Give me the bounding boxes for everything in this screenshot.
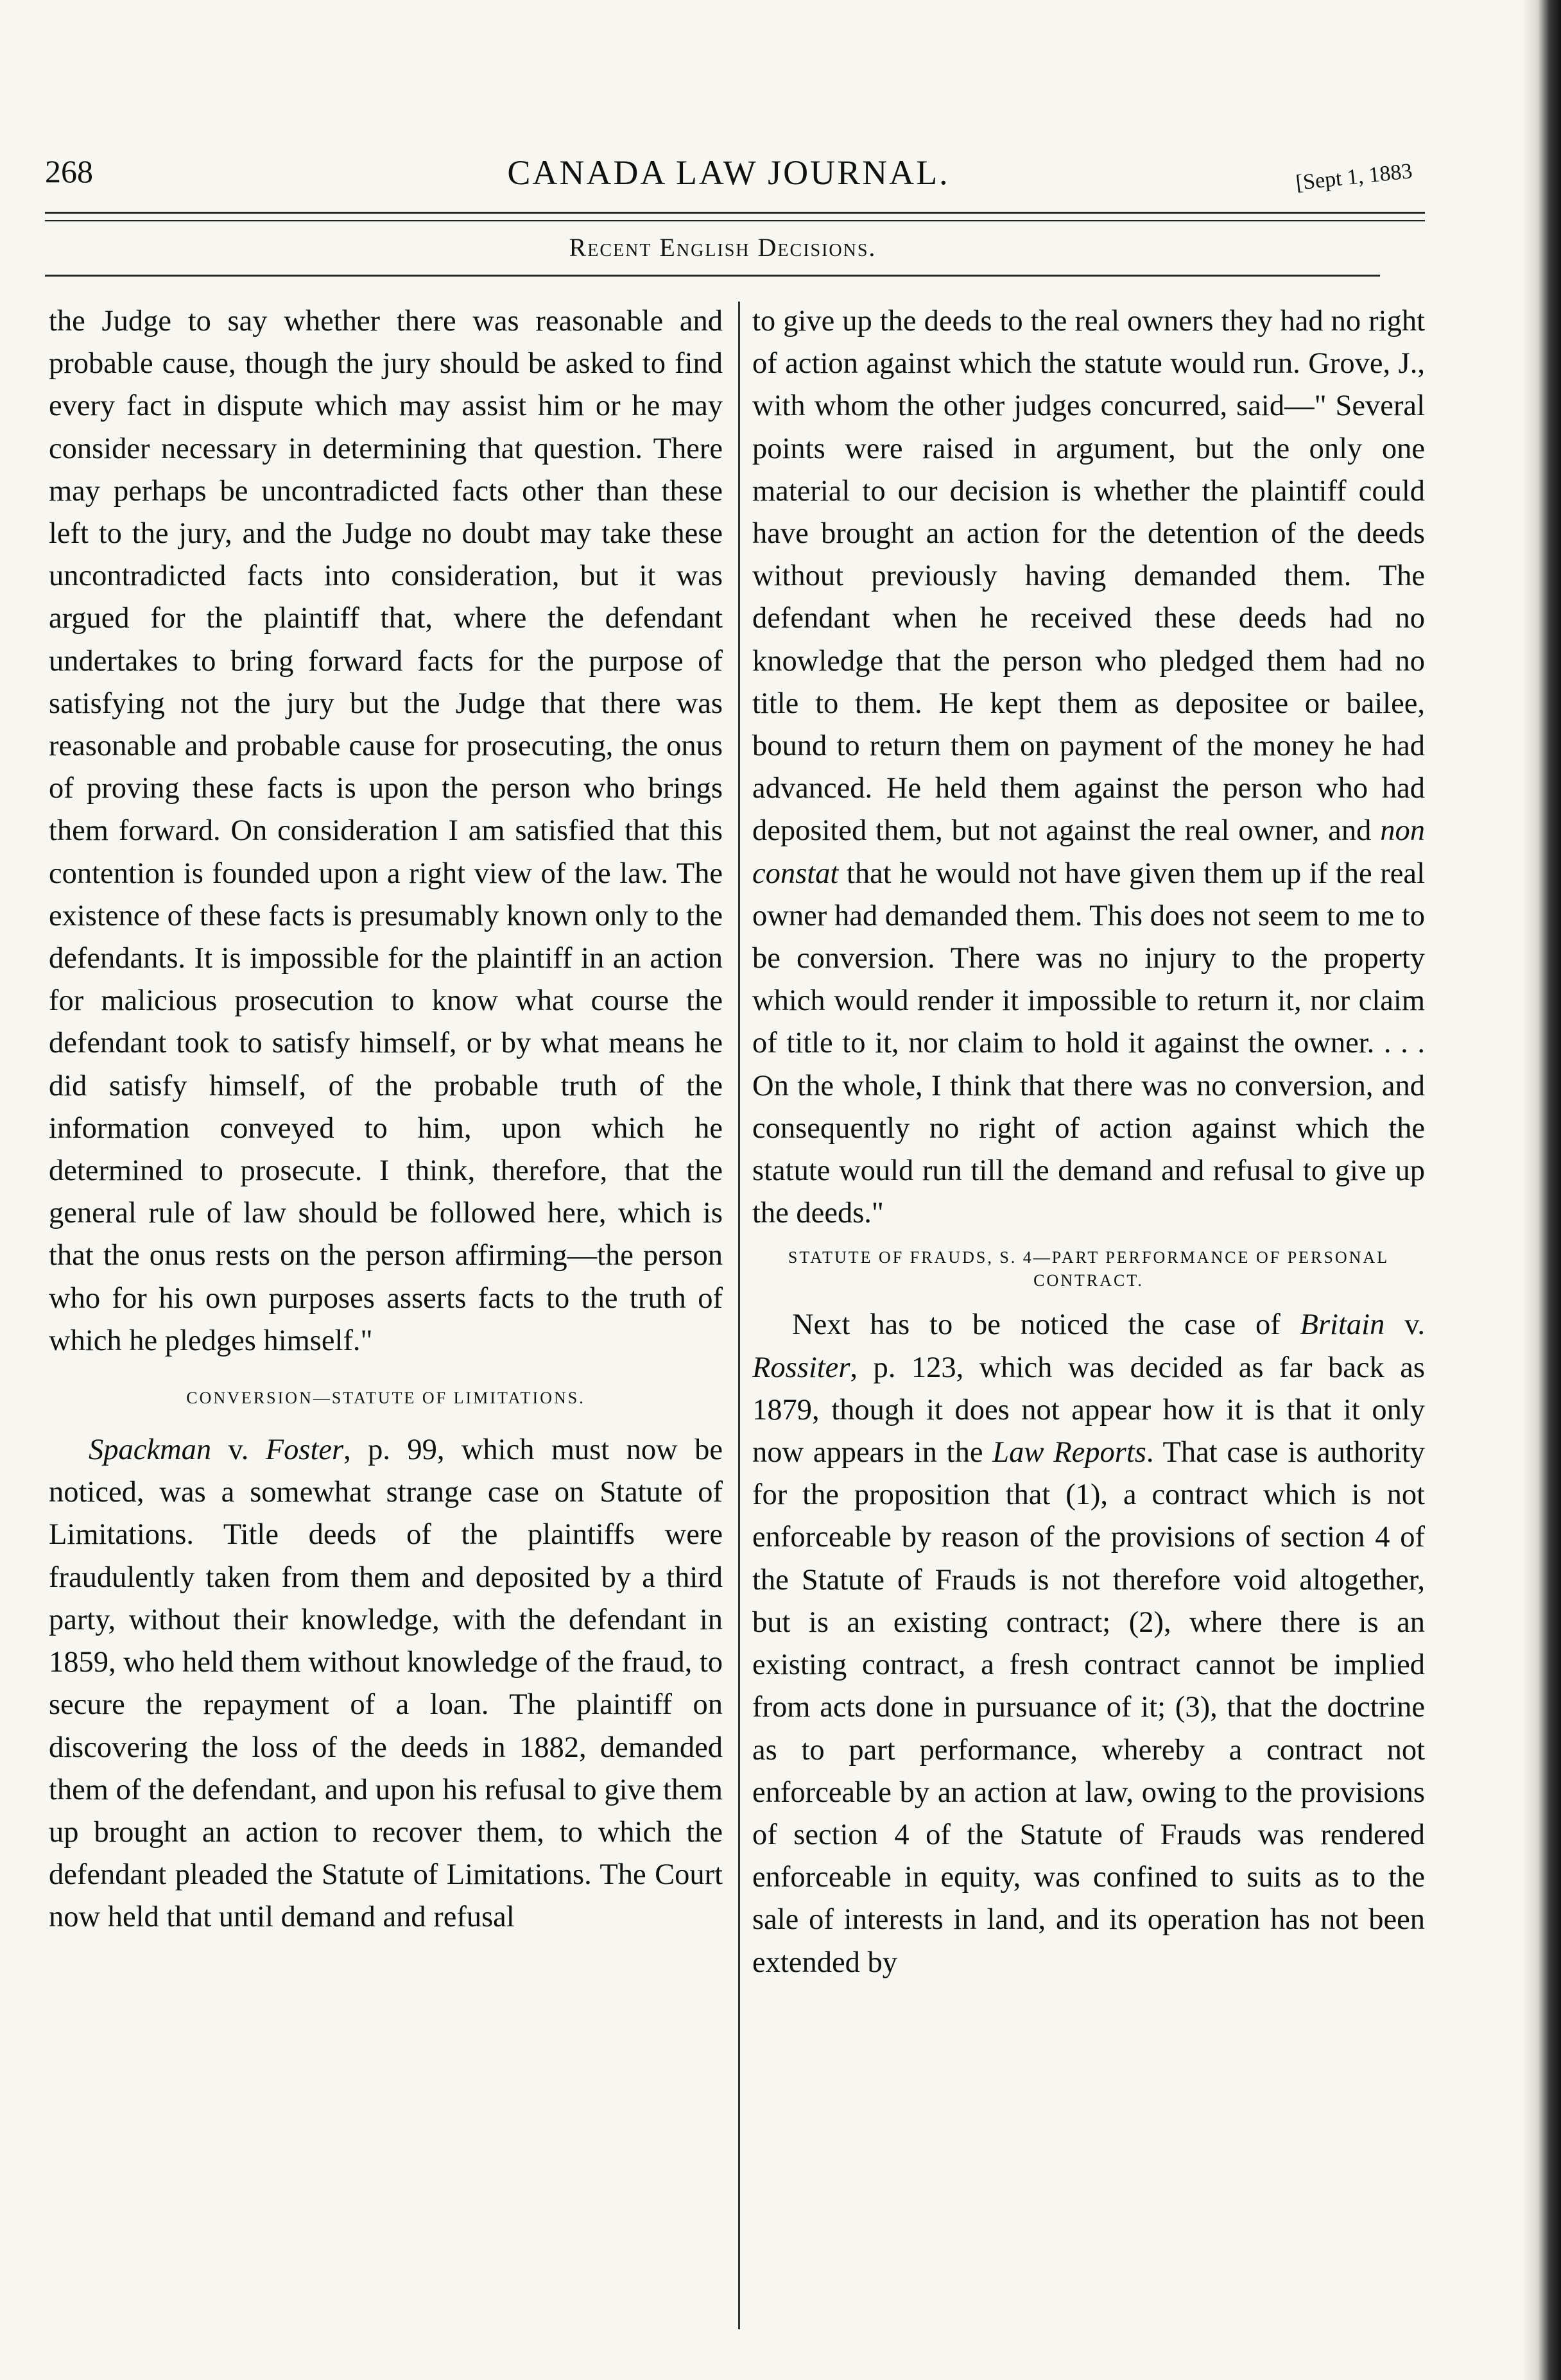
running-header — [45, 153, 1412, 198]
right-paragraph-2: Next has to be noticed the case of Britain v. Rossiter, p. 123, which was decided as far back as 1879, though it does not appear how it is that it only now appears in the Law Reports. That case is authority for the proposition that (1), a contract which is not enforceable by reason of the provisions of section 4 of the Statute of Frauds is not therefore void altogether, but is an existing contract; (2), where there is an existing contract, a fresh contract cannot be implied from acts done in pursuance of it; (3), that the doctrine as to part performance, whereby a contract not enforceable by an action at law, owing to the provisions of section 4 of the Statute of Frauds was rendered enforceable in equity, was confined to suits as to the sale of interests in land, and its operation has not been extended by — [752, 1308, 1426, 1979]
right-column — [752, 300, 1425, 1984]
case-name-defendant: Rossiter — [752, 1351, 850, 1384]
left-subheading: CONVERSION—STATUTE OF LIMITATIONS. — [186, 1389, 585, 1408]
header-double-rule — [45, 212, 1425, 221]
right-subheading: STATUTE OF FRAUDS, S. 4—PART PERFORMANCE OF PERSONAL CONTRACT. — [788, 1248, 1390, 1290]
page-number: 268 — [45, 153, 93, 189]
case-name-plaintiff: Spackman — [89, 1434, 212, 1467]
journal-title: CANADA LAW JOURNAL. — [507, 153, 950, 192]
section-rule — [45, 275, 1380, 277]
left-paragraph-1: the Judge to say whether there was reasonable and probable cause, though the jury should be asked to find every fact in dispute which may assist him or he may consider necessary in determining that question. There may perhaps be uncontradicted facts other than these left to the jury, and the Judge no doubt may take these uncontradicted facts into consideration, but it was argued for the plaintiff that, where the defendant undertakes to bring forward facts for the purpose of satisfying not the jury but the Judge that there was reasonable and probable cause for prosecuting, the onus of proving these facts is upon the person who brings them forward. On consideration I am satisfied that this contention is founded upon a right view of the law. The existence of these facts is presumably known only to the defendants. It is impossible for the plaintiff in an action for malicious prosecution to know what course the defendant took to satisfy himself, or by what means he did satisfy himself, of the probable truth of the information conveyed to him, upon which he determined to prosecute. I think, therefore, that the general rule of law should be followed here, which is that the onus rests on the person affirming—the person who for his own purposes asserts facts to the truth of which he pledges himself." — [49, 305, 723, 1357]
case-name-plaintiff: Britain — [1300, 1308, 1385, 1342]
page-edge-shadow — [1522, 0, 1561, 2380]
case-name-defendant: Foster — [265, 1434, 344, 1467]
section-title: Recent English Decisions. — [569, 233, 877, 262]
latin-phrase: non constat — [752, 814, 1425, 890]
right-paragraph-1: to give up the deeds to the real owners they had no right of action against which the statute would run. Grove, J., with whom the other judges concurred, said—" Several points were raised in argument, but the only one material to our decision is whether the plaintiff could have brought an action for the detention of the deeds without previously having demanded them. The defendant when he received these deeds had no knowledge that the person who pledged them had no title to them. He kept them as depositee or bailee, bound to return them on payment of the money he had advanced. He held them against the person who had deposited them, but not against the real owner, and non constat that he would not have given them up if the real owner had demanded them. This does not seem to me to be conversion. There was no injury to the property which would render it impossible to return it, nor claim of title to it, nor claim to hold it against the owner. . . . On the whole, I think that there was no conversion, and consequently no right of action against which the statute would run till the demand and refusal to give up the deeds." — [752, 305, 1425, 1230]
column-divider — [738, 302, 740, 2329]
law-reports-title: Law Reports — [992, 1436, 1146, 1469]
left-paragraph-2: Spackman v. Foster, p. 99, which must now be noticed, was a somewhat strange case on Statute of Limitations. Title deeds of the plaintiffs were fraudulently taken from them and deposited by a third party, without their knowledge, with the defendant in 1859, who held them without knowledge of the fraud, to secure the repayment of a loan. The plaintiff on discovering the loss of the deeds in 1882, demanded them of the defendant, and upon his refusal to give them up brought an action to recover them, to which the defendant pleaded the Statute of Limitations. The Court now held that until demand and refusal — [49, 1434, 723, 1934]
issue-date: [Sept 1, 1883 — [1294, 159, 1413, 195]
left-column — [49, 300, 723, 1939]
